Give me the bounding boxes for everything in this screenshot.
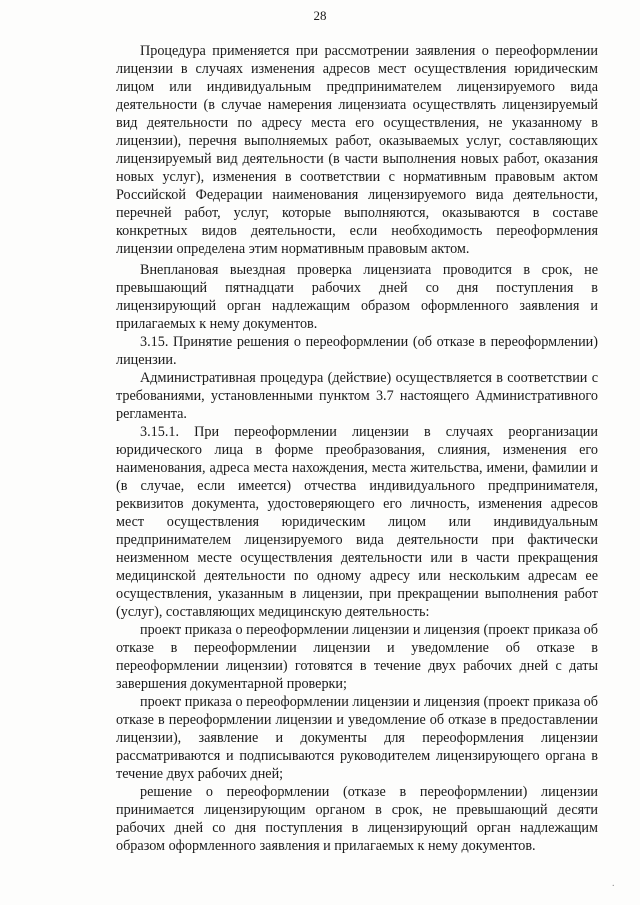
page-number: 28 [313, 8, 327, 23]
paragraph-procedure-scope: Процедура применяется при рассмотрении заявления о переоформлении лицензии в случаях изменения адресов мест осуществления юридическим лицом или индивидуальным предпринимателем лицензируемого вида деятельности (в случае намерения лицензиата осуществлять лицензируемый вид деятельности по адресу места его осуществления, не указанному в лицензии), перечня выполняемых работ, оказываемых услуг, составляющих лицензируемый вид деятельности (в части выполнения новых работ, оказания новых услуг), изменения в соответствии с нормативным правовым актом Российской Федерации наименования лицензируемого вида деятельности, перечней работ, услуг, которые выполняются, оказываются в составе конкретных видов деятельности, если необходимость переоформления лицензии определена этим нормативным правовым актом. [116, 43, 598, 257]
section-item-3-15-1: 3.15.1. При переоформлении лицензии в случаях реорганизации юридического лица в форме преобразования, слияния, изменения его наименования, адреса места нахождения, места жительства, имени, фамилии и (в случае, если имеется) отчества индивидуального предпринимателя, реквизитов документа, удостоверяющего его личность, изменения адресов мест осуществления юридическим лицом или индивидуальным предпринимателем лицензируемого вида деятельности при фактически неизменном месте осуществления деятельности или в части прекращения медицинской деятельности по одному адресу или нескольким адресам ее осуществления, указанным в лицензии, при прекращении выполнения работ (услуг), составляющих медицинскую деятельность: [116, 424, 598, 620]
document-body [116, 42, 598, 855]
paragraph-administrative-procedure: Административная процедура (действие) осуществляется в соответствии с требованиями, установленными пунктом 3.7 настоящего Административного регламента. [116, 370, 598, 422]
section-heading-3-15: 3.15. Принятие решения о переоформлении (об отказе в переоформлении) лицензии. [116, 334, 598, 368]
scan-mark: . [612, 878, 615, 889]
paragraph-unscheduled-inspection: Внеплановая выездная проверка лицензиата проводится в срок, не превышающий пятнадцати рабочих дней со дня поступления в лицензирующий орган надлежащим образом оформленного заявления и прилагаемых к нему документов. [116, 262, 598, 332]
list-item-decision-term: решение о переоформлении (отказе в переоформлении) лицензии принимается лицензирующим органом в срок, не превышающий десяти рабочих дней со дня поступления в лицензирующий орган надлежащим образом оформленного заявления и прилагаемых к нему документов. [116, 784, 598, 854]
list-item-draft-order-prepared: проект приказа о переоформлении лицензии и лицензия (проект приказа об отказе в переоформлении лицензии и уведомление об отказе в переоформлении лицензии) готовятся в течение двух рабочих дней с даты завершения документарной проверки; [116, 622, 598, 692]
list-item-draft-order-signed: проект приказа о переоформлении лицензии и лицензия (проект приказа об отказе в переоформлении лицензии и уведомление об отказе в предоставлении лицензии), заявление и документы для переоформления лицензии рассматриваются и подписываются руководителем лицензирующего органа в течение двух рабочих дней; [116, 694, 598, 782]
